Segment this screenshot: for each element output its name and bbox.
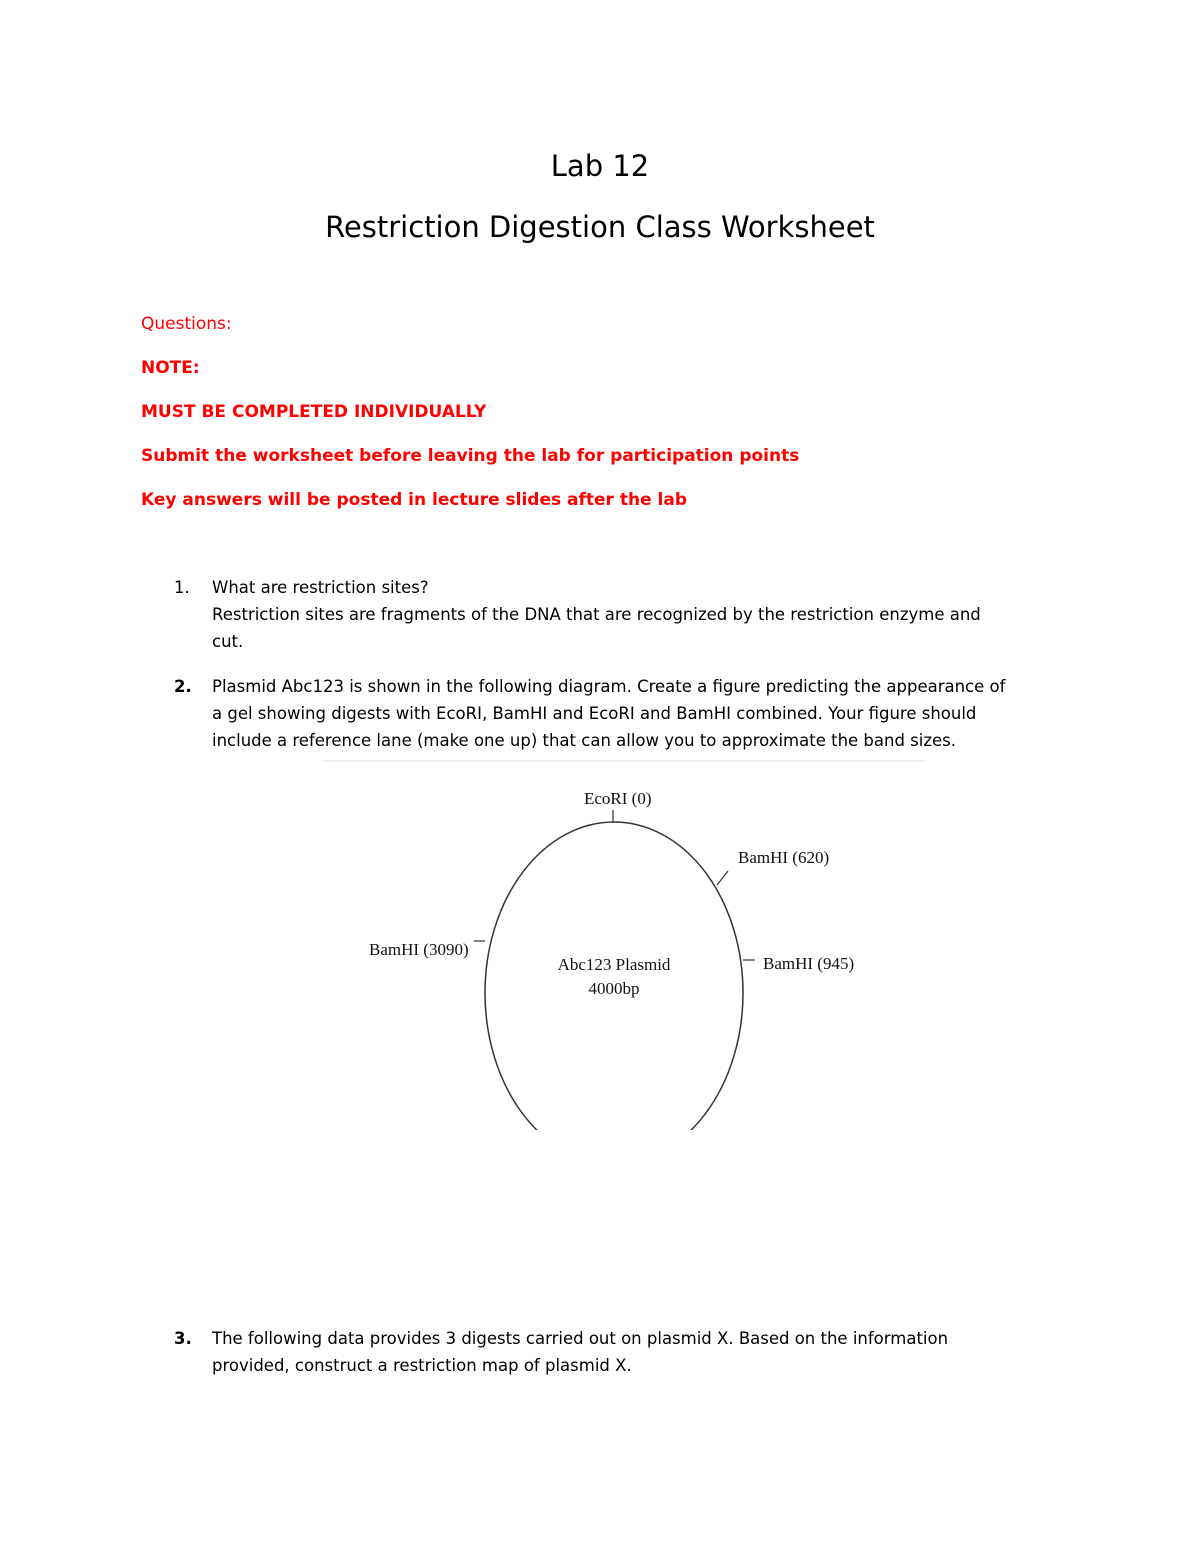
page-title: Lab 12 — [550, 149, 650, 183]
plasmid-circle — [485, 822, 743, 1130]
question-2 — [174, 673, 1074, 754]
page-subtitle: Restriction Digestion Class Worksheet — [325, 210, 875, 244]
plasmid-name-label: Abc123 Plasmid — [557, 955, 671, 974]
question-number: 3. — [174, 1329, 192, 1348]
plasmid-size-label: 4000bp — [588, 979, 640, 998]
question-number: 2. — [174, 677, 192, 696]
ecori-0-label: EcoRI (0) — [584, 789, 652, 808]
bamhi-620-label: BamHI (620) — [738, 848, 830, 867]
question-text: Plasmid Abc123 is shown in the following diagram. Create a figure predicting the appearance of — [212, 677, 1006, 696]
note-label: NOTE: — [141, 358, 200, 378]
question-text: include a reference lane (make one up) that can allow you to approximate the band sizes. — [212, 731, 957, 750]
plasmid-diagram-svg — [322, 760, 926, 1130]
bamhi-3090-label: BamHI (3090) — [369, 940, 469, 959]
answer-text: cut. — [212, 632, 244, 651]
individual-note: MUST BE COMPLETED INDIVIDUALLY — [141, 402, 487, 422]
answer-text: Restriction sites are fragments of the DNA that are recognized by the restriction enzyme and — [212, 605, 981, 624]
bamhi-945-label: BamHI (945) — [763, 954, 855, 973]
submit-note: Submit the worksheet before leaving the lab for participation points — [141, 446, 800, 466]
question-number: 1. — [174, 578, 190, 597]
question-text: provided, construct a restriction map of plasmid X. — [212, 1356, 632, 1375]
plasmid-diagram — [322, 760, 926, 1130]
question-text: What are restriction sites? — [212, 578, 429, 597]
bamhi-620-tick — [717, 871, 728, 885]
question-text: The following data provides 3 digests carried out on plasmid X. Based on the information — [212, 1329, 949, 1348]
question-3 — [174, 1325, 1074, 1379]
question-text: a gel showing digests with EcoRI, BamHI and EcoRI and BamHI combined. Your figure should — [212, 704, 977, 723]
questions-label: Questions: — [141, 314, 232, 334]
question-1 — [174, 574, 1074, 655]
key-answers-note: Key answers will be posted in lecture slides after the lab — [141, 490, 688, 510]
